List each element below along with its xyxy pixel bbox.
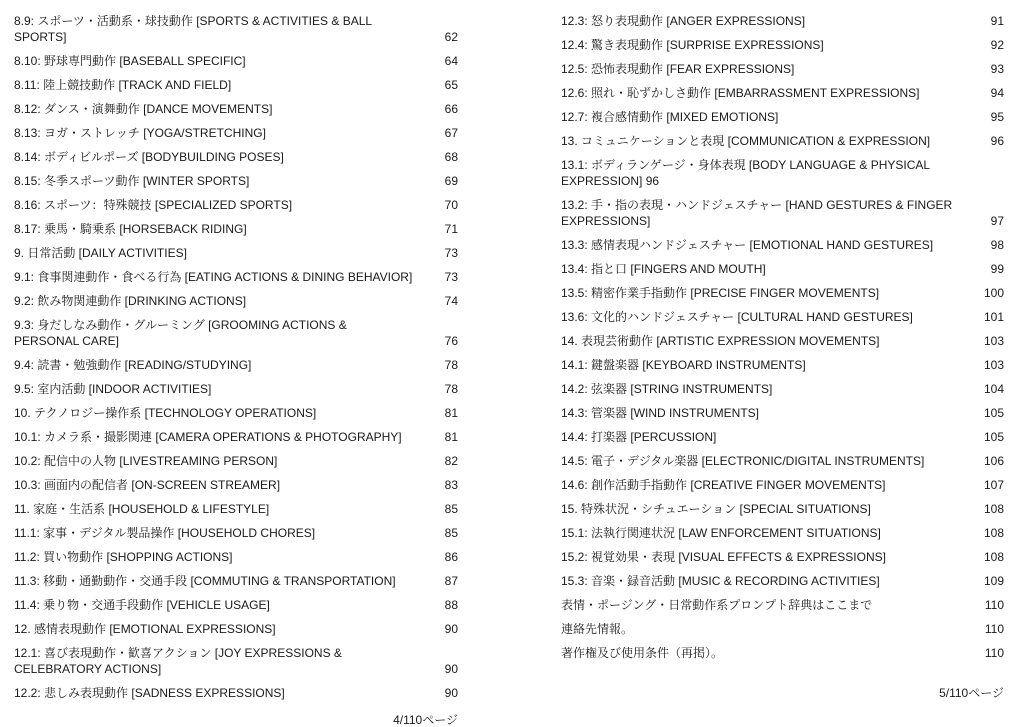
toc-entry-page-number: 105 (983, 406, 1004, 420)
toc-entry-page-number: 87 (444, 574, 458, 588)
toc-entry[interactable] (14, 425, 458, 449)
toc-entry-title: 12.5: 恐怖表現動作 [FEAR EXPRESSIONS] (561, 62, 795, 76)
toc-entry[interactable] (561, 281, 1004, 305)
toc-entry-page-number: 103 (983, 358, 1004, 372)
toc-entry-page-number: 109 (983, 574, 1004, 588)
toc-entry-page-number: 95 (990, 110, 1004, 124)
toc-entry[interactable] (14, 449, 458, 473)
toc-entry[interactable] (561, 129, 1004, 153)
toc-entry-title: 著作権及び使用条件（再掲）。 (561, 646, 724, 660)
toc-entry-page-number: 108 (983, 526, 1004, 540)
toc-entry[interactable] (14, 289, 458, 313)
toc-entry-page-number: 110 (984, 646, 1004, 660)
toc-entry[interactable] (561, 193, 1004, 233)
toc-entry-title: 13.5: 精密作業手指動作 [PRECISE FINGER MOVEMENTS] (561, 286, 880, 300)
toc-entry-page-number: 92 (990, 38, 1004, 52)
toc-entry[interactable] (14, 169, 458, 193)
toc-entry-page-number: 67 (444, 126, 458, 140)
toc-entry-title: 13.6: 文化的ハンドジェスチャー [CULTURAL HAND GESTURES] (561, 310, 913, 324)
toc-entry-title: 12.2: 悲しみ表現動作 [SADNESS EXPRESSIONS] (14, 686, 285, 700)
toc-entry-title: 14.2: 弦楽器 [STRING INSTRUMENTS] (561, 382, 773, 396)
toc-entry[interactable] (14, 49, 458, 73)
toc-entry[interactable] (561, 401, 1004, 425)
toc-entry[interactable] (561, 305, 1004, 329)
toc-entry[interactable] (14, 681, 458, 705)
toc-entry-page-number: 105 (983, 430, 1004, 444)
toc-entry-page-number: 81 (444, 406, 458, 420)
toc-entry-title: 10.2: 配信中の人物 [LIVESTREAMING PERSON] (14, 454, 278, 468)
toc-entry-page-number: 108 (983, 502, 1004, 516)
toc-entry-title: 8.12: ダンス・演舞動作 [DANCE MOVEMENTS] (14, 102, 273, 116)
toc-entry-page-number: 83 (444, 478, 458, 492)
toc-entry-title: 13.1: ボディランゲージ・身体表現 [BODY LANGUAGE & PHYSICAL EXPRESSION] (561, 158, 930, 188)
page-number-footer: 4/110ページ (393, 713, 458, 727)
toc-entry[interactable] (14, 313, 458, 353)
toc-entry[interactable] (561, 449, 1004, 473)
toc-entry[interactable] (14, 145, 458, 169)
toc-entry-title: 8.16: スポーツ：特殊競技 [SPECIALIZED SPORTS] (14, 198, 293, 212)
toc-entry-page-number: 82 (444, 454, 458, 468)
toc-entry-page-number: 69 (444, 174, 458, 188)
toc-entry-title: 8.14: ボディビルポーズ [BODYBUILDING POSES] (14, 150, 284, 164)
page-4-column (14, 9, 458, 727)
toc-entry[interactable] (14, 241, 458, 265)
toc-entry-title: 11.1: 家事・デジタル製品操作 [HOUSEHOLD CHORES] (14, 526, 316, 540)
toc-entry-title: 10.3: 画面内の配信者 [ON-SCREEN STREAMER] (14, 478, 281, 492)
toc-entry[interactable] (14, 497, 458, 521)
toc-entry[interactable] (14, 217, 458, 241)
toc-entry-title: 9. 日常活動 [DAILY ACTIVITIES] (14, 246, 187, 260)
toc-entry-title: 8.13: ヨガ・ストレッチ [YOGA/STRETCHING] (14, 126, 266, 140)
toc-entry-title: 8.11: 陸上競技動作 [TRACK AND FIELD] (14, 78, 232, 92)
toc-entry-page-number: 85 (444, 526, 458, 540)
toc-entry[interactable] (14, 617, 458, 641)
toc-entry-page-number: 71 (444, 222, 458, 236)
toc-entry-page-number: 90 (444, 662, 458, 676)
toc-entry[interactable] (561, 57, 1004, 81)
toc-entry[interactable] (14, 641, 458, 681)
toc-entry-page-number: 96 (990, 134, 1004, 148)
toc-entry-page-number: 86 (444, 550, 458, 564)
toc-entry-title: 15. 特殊状況・シチュエーション [SPECIAL SITUATIONS] (561, 502, 871, 516)
toc-entry-title: 連絡先情報。 (561, 622, 634, 636)
toc-entry[interactable] (561, 497, 1004, 521)
toc-entry-title: 9.5: 室内活動 [INDOOR ACTIVITIES] (14, 382, 212, 396)
toc-entry-title: 12.6: 照れ・恥ずかしさ動作 [EMBARRASSMENT EXPRESSIONS] (561, 86, 920, 100)
toc-entry[interactable] (561, 617, 1004, 641)
toc-entry-title: 14.3: 管楽器 [WIND INSTRUMENTS] (561, 406, 760, 420)
toc-entry-page-number: 93 (990, 62, 1004, 76)
toc-entry[interactable] (14, 401, 458, 425)
toc-entry-page-number: 104 (983, 382, 1004, 396)
toc-entry-title: 9.2: 飲み物関連動作 [DRINKING ACTIONS] (14, 294, 247, 308)
toc-entry[interactable] (561, 569, 1004, 593)
toc-entry[interactable] (14, 473, 458, 497)
toc-entry-page-number: 73 (444, 270, 458, 284)
toc-entry-title: 9.3: 身だしなみ動作・グルーミング [GROOMING ACTIONS & PERSONAL CARE] (14, 318, 347, 348)
toc-entry[interactable] (561, 33, 1004, 57)
toc-entry-title: 8.10: 野球専門動作 [BASEBALL SPECIFIC] (14, 54, 246, 68)
toc-entry-title: 12.4: 驚き表現動作 [SURPRISE EXPRESSIONS] (561, 38, 824, 52)
toc-entry[interactable] (14, 9, 458, 49)
toc-entry-title: 11.3: 移動・通勤動作・交通手段 [COMMUTING & TRANSPORTATION] (14, 574, 396, 588)
toc-entry-title: 14.1: 鍵盤楽器 [KEYBOARD INSTRUMENTS] (561, 358, 806, 372)
toc-entry[interactable] (14, 73, 458, 97)
toc-entry[interactable] (14, 193, 458, 217)
toc-entry-page-number: 88 (444, 598, 458, 612)
toc-entry-page-number: 73 (444, 246, 458, 260)
toc-entry-page-number: 81 (444, 430, 458, 444)
toc-entry[interactable] (561, 521, 1004, 545)
toc-entry-title: 13.4: 指と口 [FINGERS AND MOUTH] (561, 262, 766, 276)
toc-entry-page-number: 110 (984, 598, 1004, 612)
toc-entry[interactable] (561, 233, 1004, 257)
toc-entry[interactable] (561, 81, 1004, 105)
toc-entry-title: 8.9: スポーツ・活動系・球技動作 [SPORTS & ACTIVITIES & BALL SPORTS] (14, 14, 372, 44)
toc-entry-page-number: 94 (990, 86, 1004, 100)
toc-entry[interactable] (561, 329, 1004, 353)
toc-entry-title: 9.4: 読書・勉強動作 [READING/STUDYING] (14, 358, 252, 372)
toc-entry-title: 14.5: 電子・デジタル楽器 [ELECTRONIC/DIGITAL INSTRUMENTS] (561, 454, 925, 468)
toc-entry-page-number: 90 (444, 622, 458, 636)
toc-entry-page-number: 103 (983, 334, 1004, 348)
toc-entry[interactable] (14, 97, 458, 121)
toc-entry-title: 10. テクノロジー操作系 [TECHNOLOGY OPERATIONS] (14, 406, 317, 420)
toc-entry-title: 12.3: 怒り表現動作 [ANGER EXPRESSIONS] (561, 14, 806, 28)
toc-page-5 (561, 9, 1004, 665)
toc-entry[interactable] (14, 569, 458, 593)
toc-entry-page-number: 64 (444, 54, 458, 68)
toc-entry-page-number: 76 (444, 334, 458, 348)
toc-entry[interactable] (561, 425, 1004, 449)
toc-entry[interactable] (561, 377, 1004, 401)
toc-entry[interactable] (561, 545, 1004, 569)
toc-entry[interactable] (14, 353, 458, 377)
toc-entry-page-number: 106 (983, 454, 1004, 468)
toc-entry-title: 14.6: 創作活動手指動作 [CREATIVE FINGER MOVEMENTS] (561, 478, 886, 492)
toc-entry-page-number: 98 (990, 238, 1004, 252)
toc-entry[interactable] (561, 593, 1004, 617)
toc-entry[interactable] (561, 257, 1004, 281)
toc-entry-page-number: 96 (645, 174, 660, 188)
toc-entry-page-number: 85 (444, 502, 458, 516)
toc-entry-page-number: 110 (984, 622, 1004, 636)
toc-entry-page-number: 65 (444, 78, 458, 92)
toc-entry-title: 10.1: カメラ系・撮影関連 [CAMERA OPERATIONS & PHOTOGRAPHY] (14, 430, 402, 444)
toc-entry[interactable] (561, 353, 1004, 377)
toc-entry-title: 14.4: 打楽器 [PERCUSSION] (561, 430, 717, 444)
toc-entry[interactable] (561, 105, 1004, 129)
toc-entry-title: 11.4: 乗り物・交通手段動作 [VEHICLE USAGE] (14, 598, 270, 612)
toc-entry-page-number: 101 (983, 310, 1004, 324)
toc-entry-page-number: 107 (983, 478, 1004, 492)
toc-entry-page-number: 90 (444, 686, 458, 700)
toc-entry-page-number: 78 (444, 382, 458, 396)
toc-entry-page-number: 91 (990, 14, 1004, 28)
toc-entry[interactable] (14, 377, 458, 401)
toc-entry-title: 15.1: 法執行関連状況 [LAW ENFORCEMENT SITUATIONS] (561, 526, 881, 540)
toc-entry[interactable] (561, 153, 1004, 193)
toc-entry-title: 8.15: 冬季スポーツ動作 [WINTER SPORTS] (14, 174, 250, 188)
page-number-footer: 5/110ページ (939, 686, 1004, 700)
toc-entry-title: 11. 家庭・生活系 [HOUSEHOLD & LIFESTYLE] (14, 502, 270, 516)
toc-entry-title: 12.7: 複合感情動作 [MIXED EMOTIONS] (561, 110, 779, 124)
toc-entry-title: 8.17: 乗馬・騎乗系 [HORSEBACK RIDING] (14, 222, 247, 236)
toc-entry-title: 13.3: 感情表現ハンドジェスチャー [EMOTIONAL HAND GESTURES] (561, 238, 934, 252)
toc-entry-title: 13.2: 手・指の表現・ハンドジェスチャー [HAND GESTURES & FINGER EXPRESSIONS] (561, 198, 953, 228)
toc-entry-page-number: 78 (444, 358, 458, 372)
toc-entry[interactable] (14, 593, 458, 617)
toc-entry-page-number: 74 (444, 294, 458, 308)
toc-entry-title: 12. 感情表現動作 [EMOTIONAL EXPRESSIONS] (14, 622, 276, 636)
toc-entry-title: 11.2: 買い物動作 [SHOPPING ACTIONS] (14, 550, 233, 564)
toc-entry-page-number: 70 (444, 198, 458, 212)
toc-entry-page-number: 62 (444, 30, 458, 44)
toc-entry[interactable] (14, 545, 458, 569)
toc-page-4 (14, 9, 458, 705)
toc-entry-title: 14. 表現芸術動作 [ARTISTIC EXPRESSION MOVEMENTS] (561, 334, 880, 348)
toc-entry-page-number: 100 (983, 286, 1004, 300)
toc-entry[interactable] (561, 641, 1004, 665)
toc-entry-title: 13. コミュニケーションと表現 [COMMUNICATION & EXPRESSION] (561, 134, 931, 148)
toc-entry-page-number: 97 (990, 214, 1004, 228)
toc-entry-title: 9.1: 食事関連動作・食べる行為 [EATING ACTIONS & DINING BEHAVIOR] (14, 270, 413, 284)
toc-entry[interactable] (14, 265, 458, 289)
toc-entry[interactable] (561, 473, 1004, 497)
toc-entry-page-number: 108 (983, 550, 1004, 564)
toc-entry[interactable] (561, 9, 1004, 33)
toc-entry-page-number: 68 (444, 150, 458, 164)
toc-entry-page-number: 99 (990, 262, 1004, 276)
page-5-column (561, 9, 1004, 700)
toc-entry[interactable] (14, 521, 458, 545)
toc-entry-page-number: 66 (444, 102, 458, 116)
toc-entry-title: 15.3: 音楽・録音活動 [MUSIC & RECORDING ACTIVITIES] (561, 574, 880, 588)
toc-entry[interactable] (14, 121, 458, 145)
toc-entry-title: 12.1: 喜び表現動作・歓喜アクション [JOY EXPRESSIONS & CELEBRATORY ACTIONS] (14, 646, 342, 676)
toc-entry-title: 15.2: 視覚効果・表現 [VISUAL EFFECTS & EXPRESSIONS] (561, 550, 886, 564)
toc-entry-title: 表情・ポージング・日常動作系プロンプト辞典はここまで (561, 598, 873, 612)
